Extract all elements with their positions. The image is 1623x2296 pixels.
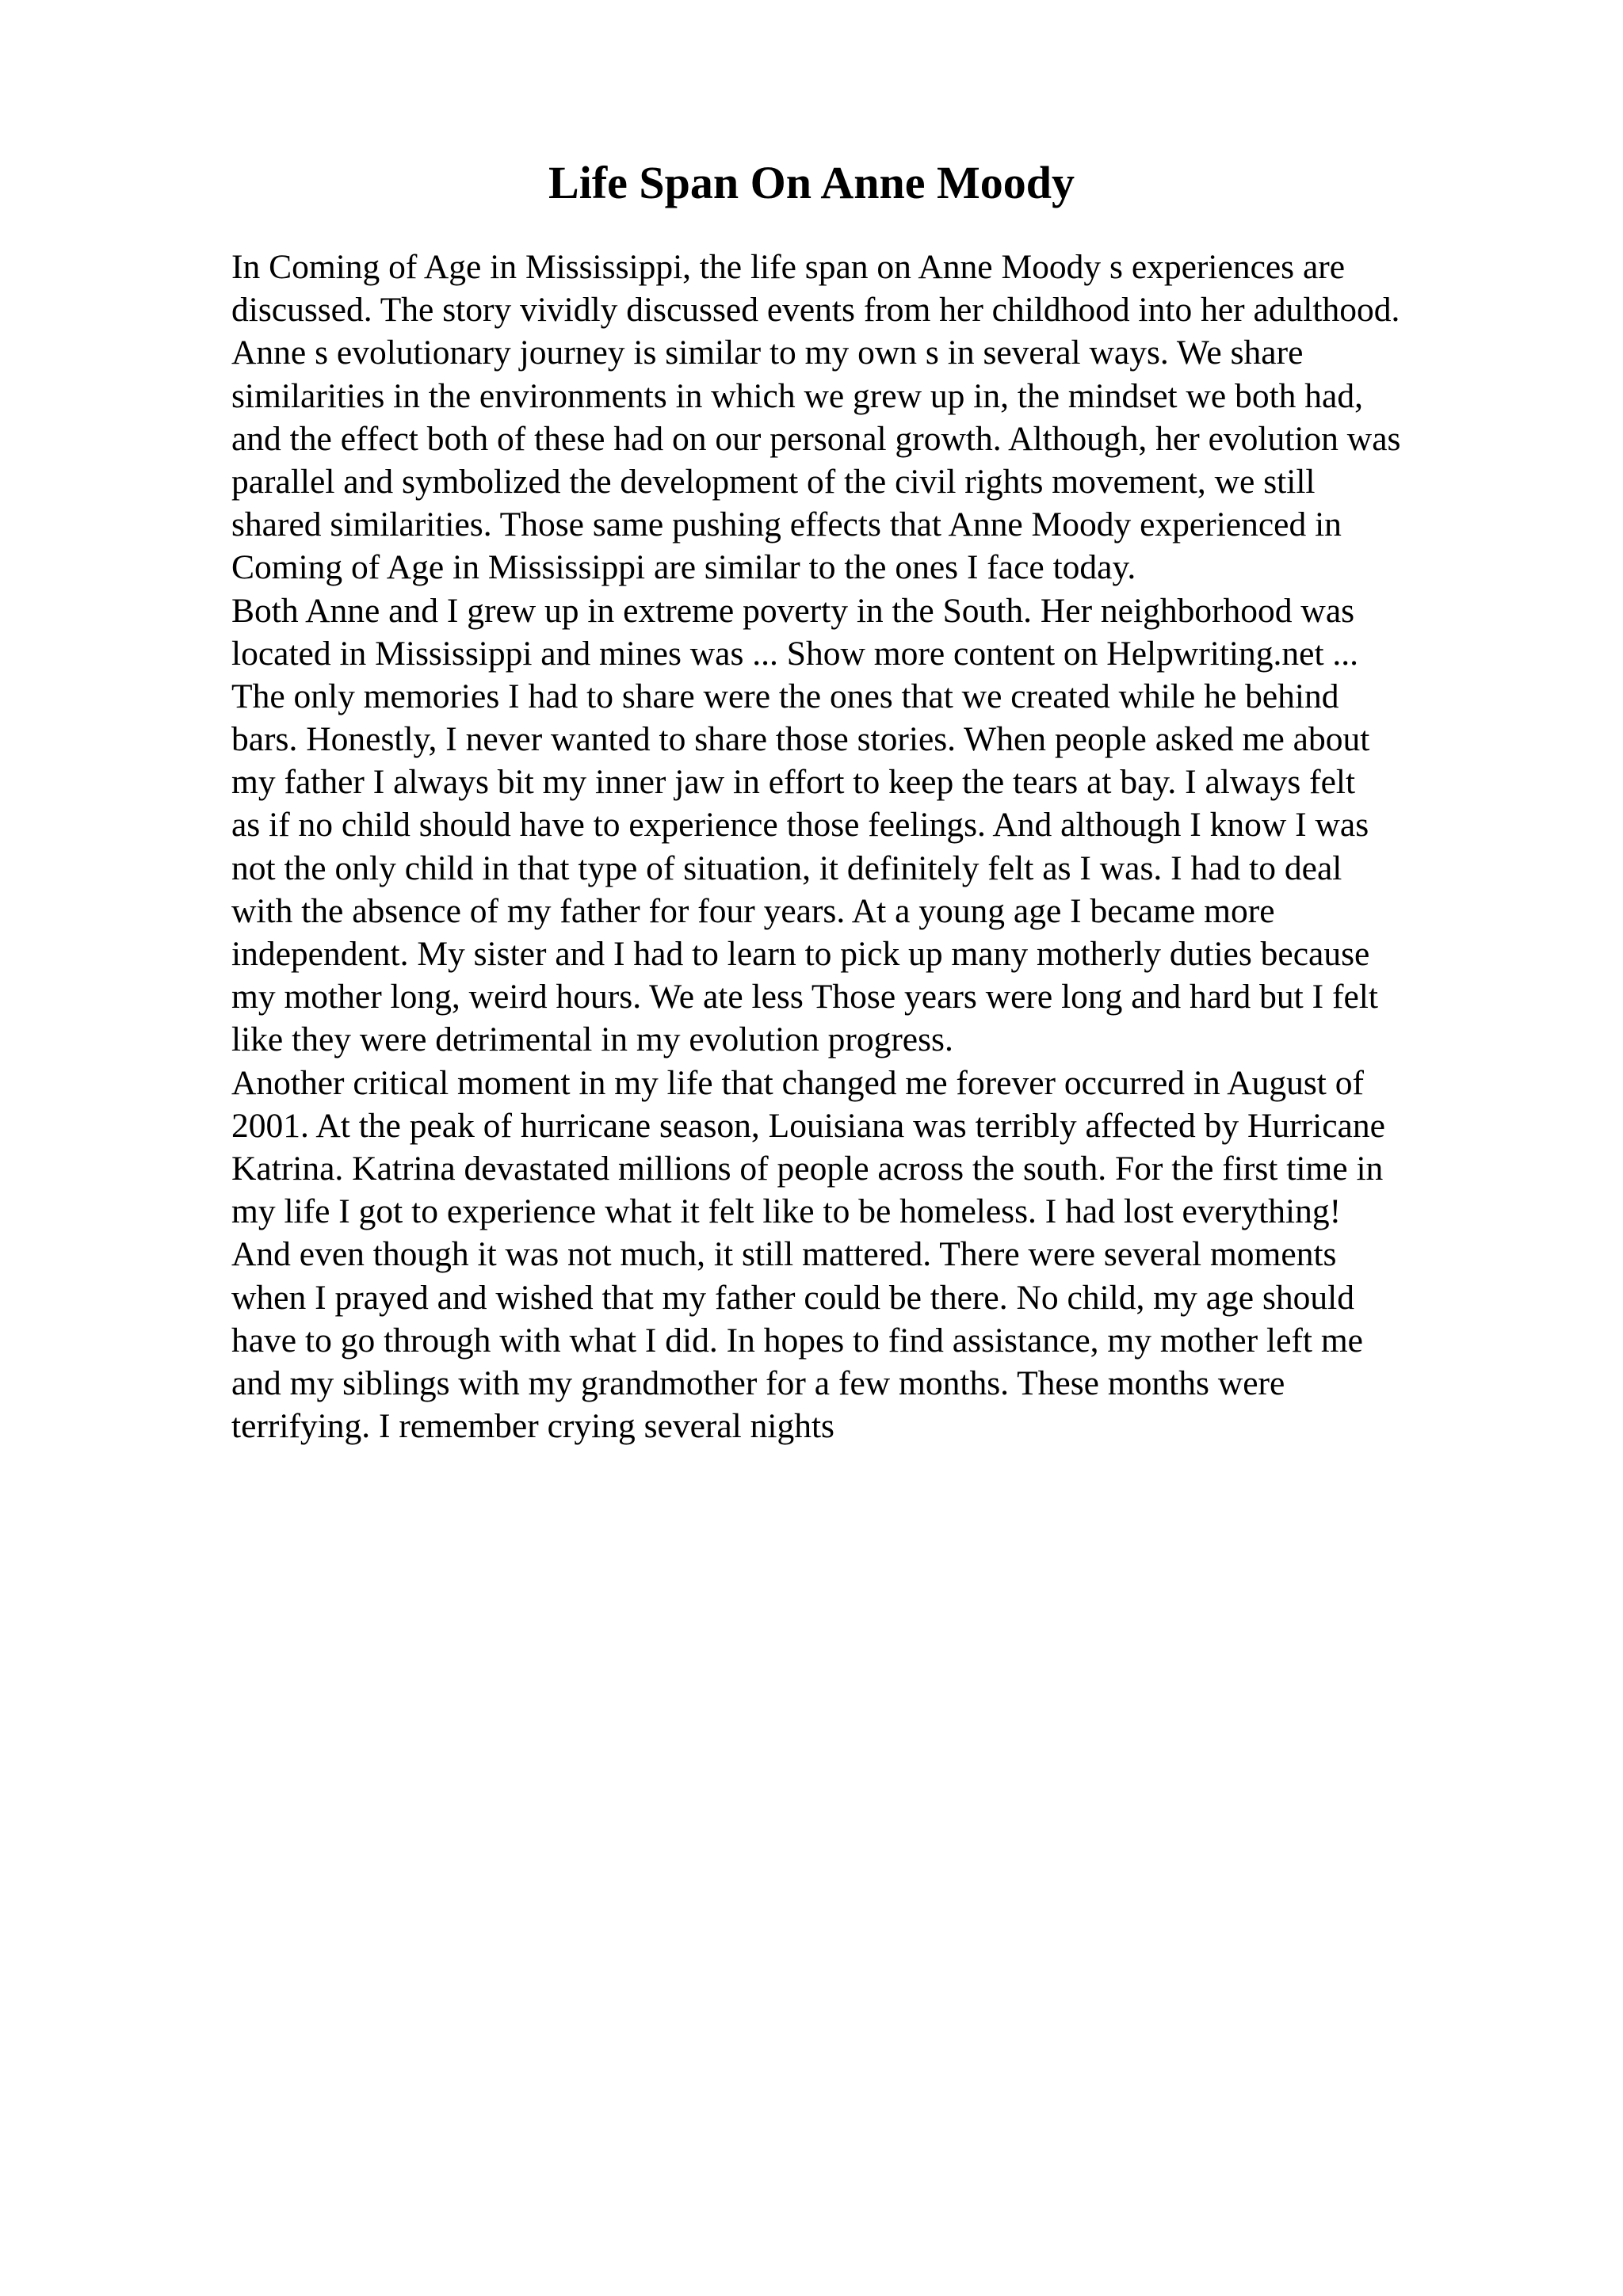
body-text-line: my life I got to experience what it felt like to be homeless. I had lost everything! — [231, 1192, 1342, 1231]
body-text-line: and the effect both of these had on our personal growth. Although, her evolution was — [231, 419, 1401, 458]
body-text-line: not the only child in that type of situation, it definitely felt as I was. I had to deal — [231, 849, 1342, 887]
body-text-line: Another critical moment in my life that changed me forever occurred in August of — [231, 1063, 1364, 1102]
body-text-line: parallel and symbolized the development of the civil rights movement, we still — [231, 462, 1316, 501]
body-text-line: Katrina. Katrina devastated millions of people across the south. For the first time in — [231, 1149, 1384, 1188]
body-text-line: my mother long, weird hours. We ate less Those years were long and hard but I felt — [231, 978, 1378, 1016]
body-text-line: 2001. At the peak of hurricane season, Louisiana was terribly affected by Hurricane — [231, 1106, 1385, 1145]
body-text-line: terrifying. I remember crying several nights — [231, 1407, 834, 1446]
body-text-line: have to go through with what I did. In hopes to find assistance, my mother left me — [231, 1321, 1363, 1360]
body-text-line: Coming of Age in Mississippi are similar to the ones I face today. — [231, 548, 1136, 587]
body-text-line: Anne s evolutionary journey is similar to my own s in several ways. We share — [231, 334, 1304, 372]
body-text-line: my father I always bit my inner jaw in effort to keep the tears at bay. I always felt — [231, 763, 1356, 802]
body-text-line: bars. Honestly, I never wanted to share those stories. When people asked me about — [231, 720, 1370, 759]
body-text-line: In Coming of Age in Mississippi, the life span on Anne Moody s experiences are — [231, 248, 1346, 286]
body-text-line: Both Anne and I grew up in extreme poverty in the South. Her neighborhood was — [231, 591, 1355, 630]
body-text-line: when I prayed and wished that my father could be there. No child, my age should — [231, 1278, 1354, 1317]
body-text-line: shared similarities. Those same pushing effects that Anne Moody experienced in — [231, 505, 1342, 544]
body-text-line: discussed. The story vividly discussed events from her childhood into her adulthood. — [231, 291, 1400, 330]
body-text-line: located in Mississippi and mines was ... Show more content on Helpwriting.net ... — [231, 634, 1359, 673]
body-text-line: similarities in the environments in which we grew up in, the mindset we both had, — [231, 376, 1363, 415]
body-text-line: like they were detrimental in my evolution progress. — [231, 1020, 953, 1059]
document-title: Life Span On Anne Moody — [548, 157, 1075, 208]
document-body — [231, 246, 1515, 1447]
body-text-line: as if no child should have to experience those feelings. And although I know I was — [231, 806, 1369, 845]
body-text-line: and my siblings with my grandmother for a few months. These months were — [231, 1363, 1285, 1402]
body-text-line: The only memories I had to share were the ones that we created while he behind — [231, 677, 1339, 715]
body-text-line: independent. My sister and I had to learn to pick up many motherly duties because — [231, 935, 1370, 973]
body-text-line: And even though it was not much, it still mattered. There were several moments — [231, 1235, 1337, 1274]
body-text-line: with the absence of my father for four years. At a young age I became more — [231, 891, 1275, 930]
